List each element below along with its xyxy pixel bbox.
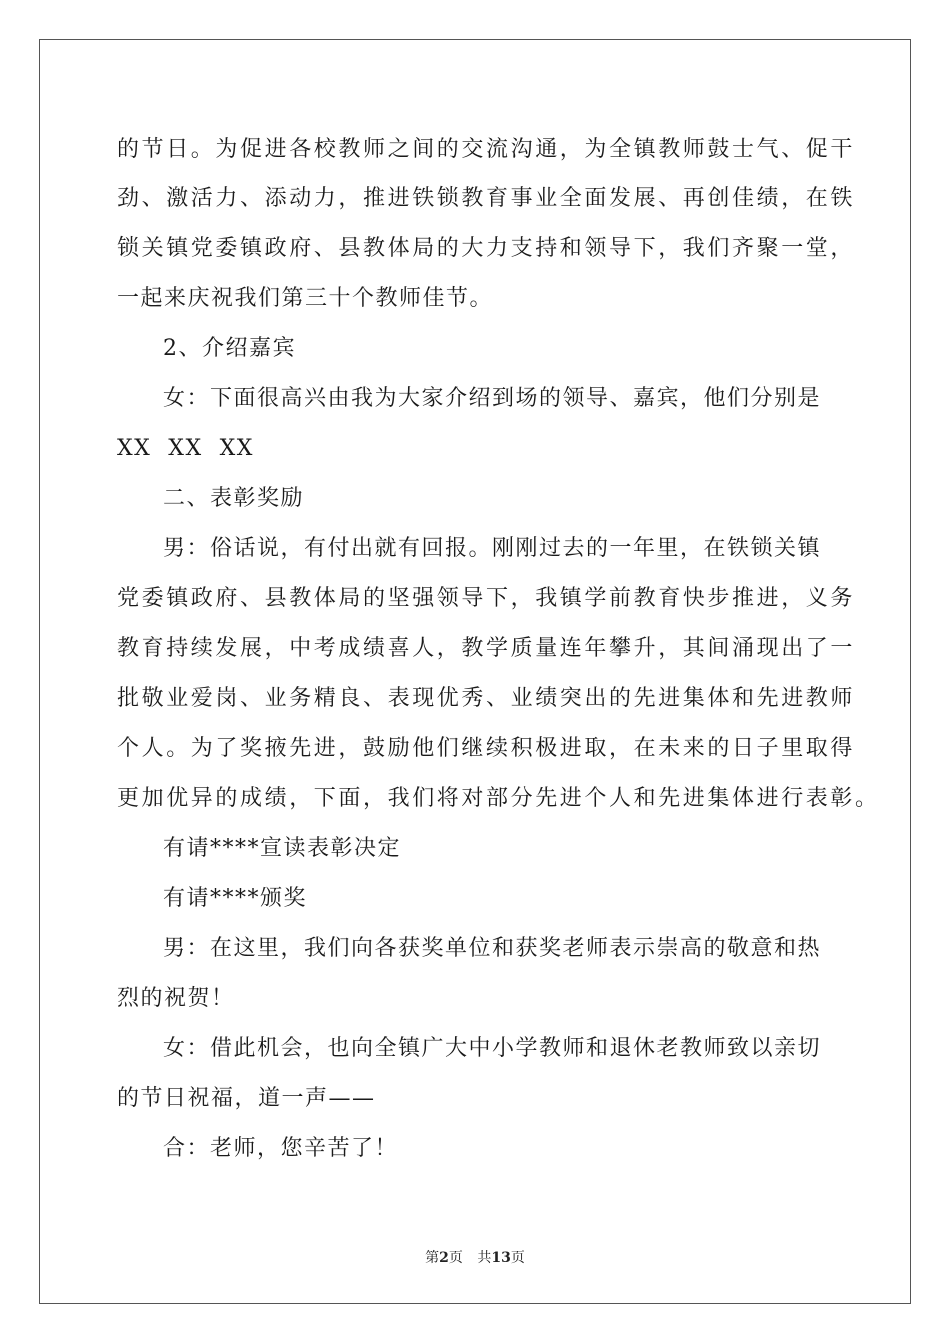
- text-line: 女：下面很高兴由我为大家介绍到场的领导、嘉宾，他们分别是: [163, 386, 822, 411]
- page-indicator: [425, 1250, 463, 1266]
- text-line: 个人。为了奖掖先进，鼓励他们继续积极进取，在未来的日子里取得: [117, 736, 856, 761]
- text-line: XX XX XX: [117, 436, 254, 461]
- text-line: 批敬业爱岗、业务精良、表现优秀、业绩突出的先进集体和先进教师: [117, 686, 856, 711]
- section-heading: 二、表彰奖励: [163, 486, 305, 511]
- total-pages: 13: [491, 1250, 511, 1266]
- page-suffix: 页: [448, 1250, 463, 1266]
- text-line: 男：在这里，我们向各获奖单位和获奖老师表示崇高的敬意和热: [163, 936, 822, 961]
- text-line: 党委镇政府、县教体局的坚强领导下，我镇学前教育快步推进，义务: [117, 586, 856, 611]
- page-prefix: 第: [425, 1250, 440, 1266]
- text-line: 教育持续发展，中考成绩喜人，教学质量连年攀升，其间涌现出了一: [117, 636, 856, 661]
- text-line: 劲、激活力、添动力，推进铁锁教育事业全面发展、再创佳绩，在铁: [117, 186, 856, 211]
- text-line: 合：老师，您辛苦了！: [163, 1136, 399, 1161]
- page-number: 2: [439, 1250, 449, 1266]
- text-line: 的节日。为促进各校教师之间的交流沟通，为全镇教师鼓士气、促干: [117, 137, 856, 162]
- text-line: 有请****宣读表彰决定: [163, 836, 402, 861]
- text-line: 女：借此机会，也向全镇广大中小学教师和退休老教师致以亲切: [163, 1036, 822, 1061]
- total-indicator: [477, 1250, 524, 1266]
- text-line: 烈的祝贺！: [117, 986, 235, 1011]
- text-line: 有请****颁奖: [163, 886, 308, 911]
- total-suffix: 页: [510, 1250, 525, 1266]
- text-line: 锁关镇党委镇政府、县教体局的大力支持和领导下，我们齐聚一堂，: [117, 236, 856, 261]
- page-frame: [39, 39, 911, 1304]
- section-heading: 2、介绍嘉宾: [163, 336, 296, 361]
- total-prefix: 共: [477, 1250, 492, 1266]
- page-footer: [0, 1249, 950, 1267]
- text-line: 男：俗话说，有付出就有回报。刚刚过去的一年里，在铁锁关镇: [163, 536, 822, 561]
- text-line: 的节日祝福，道一声——: [117, 1086, 376, 1111]
- text-line: 更加优异的成绩，下面，我们将对部分先进个人和先进集体进行表彰。: [117, 786, 880, 811]
- text-line: 一起来庆祝我们第三十个教师佳节。: [117, 286, 494, 311]
